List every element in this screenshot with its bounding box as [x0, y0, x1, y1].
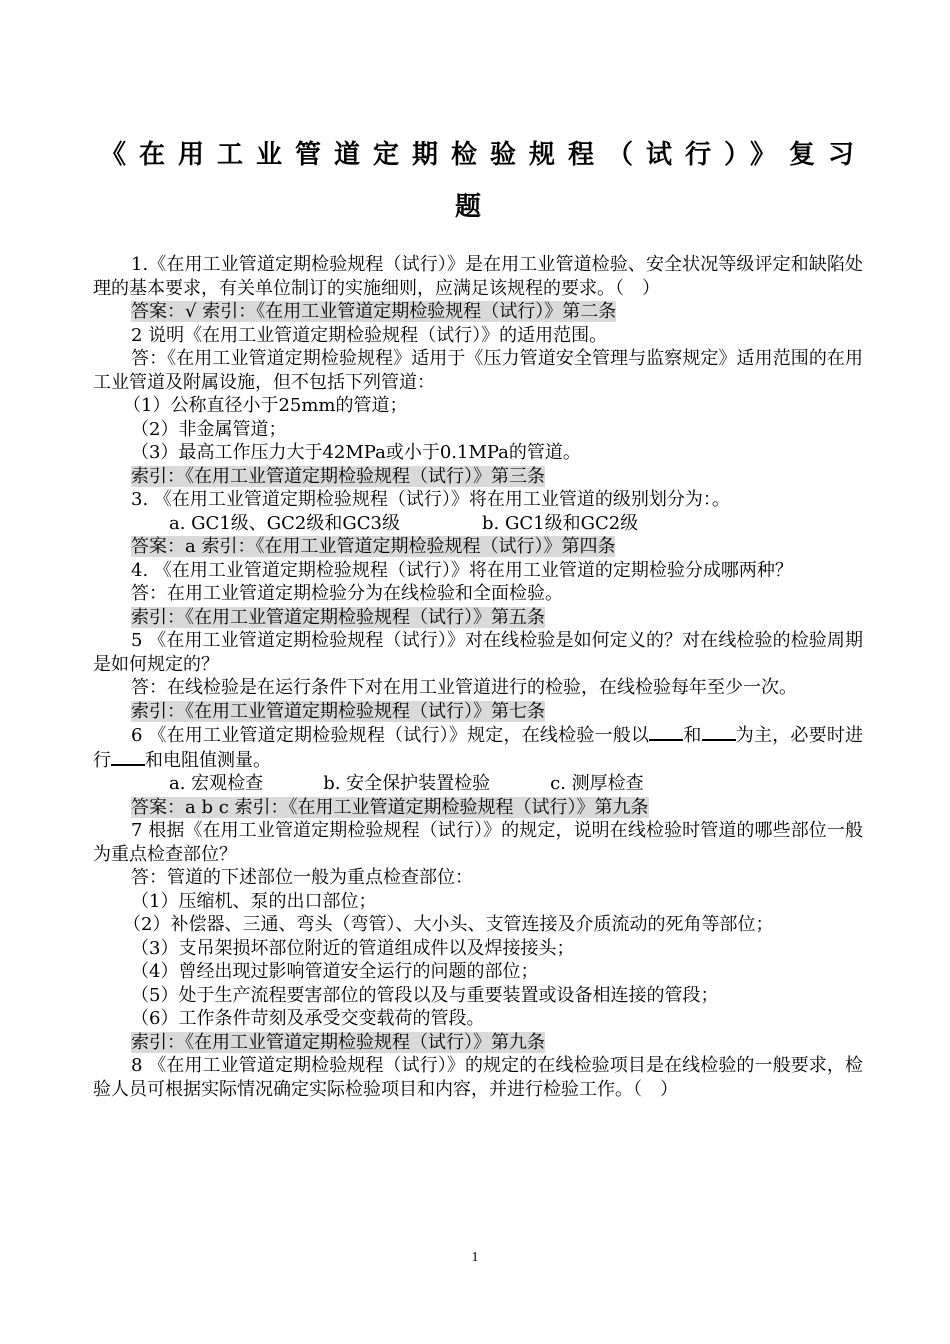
answer-2-item-3: （3）最高工作压力大于42MPa或小于0.1MPa的管道。 [131, 442, 581, 463]
reference-4-highlight: 索引：《在用工业管道定期检验规程（试行）》第五条 [131, 606, 545, 628]
answer-2-item-2: （2）非金属管道； [131, 418, 287, 440]
page-number: 1 [471, 1250, 479, 1265]
answer-7: 答：管道的下述部位一般为重点检查部位： [131, 867, 473, 888]
answer-7-item-1: （1）压缩机、泵的出口部位； [131, 890, 377, 912]
question-6-blank-3 [111, 748, 145, 766]
reference-2-highlight: 索引：《在用工业管道定期检验规程（试行）》第三条 [131, 465, 545, 487]
question-4: 4. 《在用工业管道定期检验规程（试行）》将在用工业管道的定期检验分成哪两种？ [131, 559, 793, 581]
answer-6 [93, 796, 863, 820]
answer-1-highlight: 答案：√ 索引：《在用工业管道定期检验规程（试行）》第二条 [131, 301, 617, 322]
reference-7 [93, 1031, 863, 1055]
answer-7-item-6: （6）工作条件苛刻及承受交变载荷的管段。 [131, 1008, 485, 1029]
question-6-part-1: 6 《在用工业管道定期检验规程（试行）》规定，在线检验一般以 [131, 725, 650, 746]
reference-5-highlight: 索引：《在用工业管道定期检验规程（试行）》第七条 [131, 700, 545, 722]
question-6-option-a: a. 宏观检查 [169, 773, 264, 794]
answer-7-item-5: （5）处于生产流程要害部位的管段以及与重要装置或设备相连接的管段； [131, 984, 719, 1006]
question-6-part-2: 和 [683, 725, 702, 746]
document-title-line-1: 《在用工业管道定期检验规程（试行）》复习 [100, 140, 868, 170]
question-7: 7 根据《在用工业管道定期检验规程（试行）》的规定，说明在线检验时管道的哪些部位一般为重点检查部位？ [93, 820, 863, 865]
question-6 [93, 723, 863, 772]
question-6-part-4: 和电阻值测量。 [145, 749, 271, 771]
question-3: 3. 《在用工业管道定期检验规程（试行）》将在用工业管道的级别划分为：。 [131, 489, 730, 510]
document-body [93, 253, 863, 1101]
reference-4 [93, 606, 863, 630]
answer-2-item-1: （1）公称直径小于25mm的管道； [123, 395, 408, 416]
answer-5: 答：在线检验是在运行条件下对在用工业管道进行的检验，在线检验每年至少一次。 [131, 677, 797, 698]
question-3-option-a: a. GC1级、GC2级和GC3级 [169, 512, 400, 534]
answer-4: 答：在用工业管道定期检验分为在线检验和全面检验。 [131, 583, 563, 604]
document-title-line-2: 题 [455, 192, 482, 222]
answer-6-highlight: 答案：a b c 索引：《在用工业管道定期检验规程（试行）》第九条 [131, 796, 649, 818]
answer-1 [93, 300, 863, 324]
question-6-option-b: b. 安全保护装置检验 [323, 773, 491, 794]
reference-2 [93, 465, 863, 489]
question-3-options [93, 512, 863, 536]
question-6-blank-1 [649, 723, 683, 741]
answer-7-item-2: （2）补偿器、三通、弯头（弯管）、大小头、支管连接及介质流动的死角等部位； [123, 914, 774, 935]
question-8: 8 《在用工业管道定期检验规程（试行）》的规定的在线检验项目是在线检验的一般要求，检验人员可根据实际情况确定实际检验项目和内容，并进行检验工作。（ ） [93, 1055, 863, 1100]
question-6-option-c: c. 测厚检查 [550, 773, 644, 794]
answer-3 [93, 535, 863, 559]
question-1: 1.《在用工业管道定期检验规程（试行）》是在用工业管道检验、安全状况等级评定和缺陷处理的基本要求，有关单位制订的实施细则，应满足该规程的要求。（ ） [93, 254, 863, 299]
question-6-blank-2 [702, 723, 736, 741]
question-6-part-3: 为主，必要时进行 [93, 725, 864, 771]
question-6-options [93, 772, 863, 796]
answer-7-item-3: （3）支吊架损坏部位附近的管道组成件以及焊接接头； [131, 937, 575, 959]
answer-3-highlight: 答案：a 索引：《在用工业管道定期检验规程（试行）》第四条 [131, 536, 616, 557]
reference-5 [93, 700, 863, 724]
reference-7-highlight: 索引：《在用工业管道定期检验规程（试行）》第九条 [131, 1031, 545, 1053]
question-5: 5 《在用工业管道定期检验规程（试行）》对在线检验是如何定义的？对在线检验的检验周期是如何规定的？ [93, 630, 863, 675]
question-3-option-b: b. GC1级和GC2级 [482, 512, 639, 534]
answer-2: 答：《在用工业管道定期检验规程》适用于《压力管道安全管理与监察规定》适用范围的在用工业管道及附属设施，但不包括下列管道： [93, 348, 863, 393]
question-2: 2 说明《在用工业管道定期检验规程（试行）》的适用范围。 [131, 324, 608, 346]
answer-7-item-4: （4）曾经出现过影响管道安全运行的问题的部位； [131, 961, 539, 982]
